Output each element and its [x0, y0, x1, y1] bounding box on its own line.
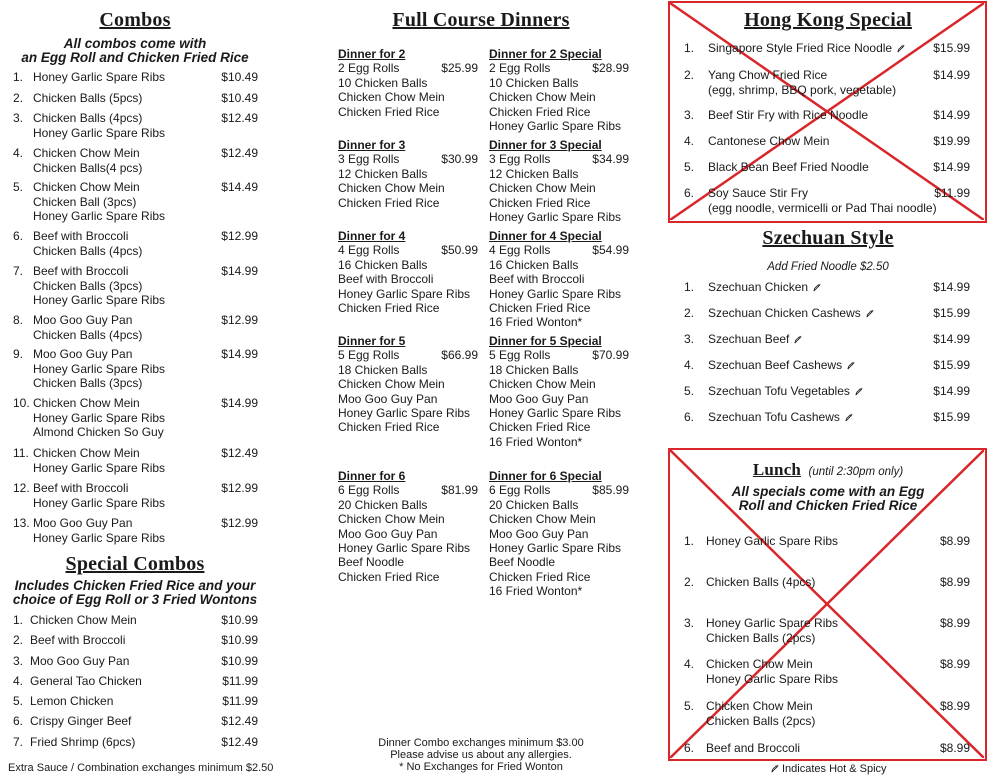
item-name	[33, 481, 165, 510]
dinner-header: Dinner for 5	[338, 334, 406, 348]
item-price: $15.99	[933, 306, 970, 320]
item-line: Chicken Chow Mein	[30, 613, 137, 627]
dinner-line: Honey Garlic Spare Ribs	[489, 210, 622, 225]
dinner-line: Honey Garlic Spare Ribs	[489, 406, 622, 421]
item-name	[33, 229, 142, 258]
item-number: 9.	[13, 347, 24, 361]
pepper-icon	[846, 361, 855, 370]
pepper-icon	[854, 387, 863, 396]
item-price: $14.99	[221, 396, 258, 410]
dinner-line: 2 Egg Rolls $25.99	[338, 61, 478, 76]
dinner-header: Dinner for 4	[338, 229, 406, 243]
dinner-line: 6 Egg Rolls $81.99	[338, 483, 478, 498]
dinner-line: 18 Chicken Balls	[338, 362, 428, 377]
item-line: Honey Garlic Spare Ribs	[33, 460, 166, 475]
item-line: Szechuan Tofu Cashews	[708, 410, 853, 425]
dinner-line: 16 Fried Wonton*	[489, 315, 583, 330]
dinner-price: $25.99	[441, 61, 478, 76]
item-line: Lemon Chicken	[30, 694, 114, 708]
item-number: 4.	[684, 134, 695, 148]
full-course-title: Full Course Dinners	[392, 9, 570, 31]
item-name	[706, 699, 815, 728]
item-line: Cantonese Chow Mein	[708, 134, 830, 148]
dinner-line: Chicken Chow Mein	[338, 90, 445, 105]
dinner-line: Chicken Fried Rice	[338, 195, 440, 210]
item-price: $12.49	[221, 735, 258, 749]
item-number: 13.	[13, 516, 30, 530]
pepper-icon	[793, 335, 802, 344]
dinner-price: $81.99	[441, 483, 478, 498]
spicy-legend	[770, 763, 887, 776]
item-number: 3.	[13, 111, 24, 125]
item-price: $12.99	[221, 481, 258, 495]
item-price: $12.99	[221, 516, 258, 530]
item-name	[708, 332, 802, 347]
dinner-price: $70.99	[592, 348, 629, 363]
item-line: Szechuan Beef	[708, 332, 802, 347]
item-price: $8.99	[939, 616, 970, 630]
item-number: 6.	[684, 410, 695, 424]
item-name	[708, 280, 821, 295]
dinner-line: Moo Goo Guy Pan	[489, 526, 589, 541]
dinner-line: Chicken Fried Rice	[489, 420, 591, 435]
item-name	[708, 186, 937, 215]
item-line: Chicken Balls (4pcs)	[33, 111, 143, 125]
item-price: $10.49	[221, 70, 258, 84]
item-number: 4.	[684, 358, 695, 372]
item-line: Chicken Chow Mein	[706, 699, 813, 713]
item-line: Chicken Balls(4 pcs)	[33, 160, 143, 175]
dinner-line: Chicken Fried Rice	[338, 569, 440, 584]
dinner-line: Chicken Fried Rice	[338, 420, 440, 435]
dinner-line: 6 Egg Rolls $85.99	[489, 483, 629, 498]
dinner-line: Honey Garlic Spare Ribs	[489, 119, 622, 134]
dinner-line: Beef Noodle	[489, 555, 556, 570]
item-line: Szechuan Tofu Vegetables	[708, 384, 863, 399]
item-line: Chicken Balls (2pcs)	[706, 713, 816, 728]
pepper-icon	[812, 283, 821, 292]
item-line: Moo Goo Guy Pan	[30, 654, 130, 668]
dinner-line: Honey Garlic Spare Ribs	[338, 286, 471, 301]
dinner-line: 10 Chicken Balls	[489, 75, 579, 90]
item-number: 4.	[684, 657, 695, 671]
item-price: $19.99	[933, 134, 970, 148]
item-line: Fried Shrimp (6pcs)	[30, 735, 136, 749]
item-price: $8.99	[939, 741, 970, 755]
item-line: Chicken Balls (4pcs)	[33, 327, 143, 342]
item-number: 5.	[13, 694, 24, 708]
item-line: Szechuan Chicken	[708, 280, 821, 295]
item-number: 12.	[13, 481, 30, 495]
item-price: $11.99	[222, 694, 258, 708]
item-name	[33, 180, 165, 224]
dinner-line: 18 Chicken Balls	[489, 362, 579, 377]
spicy-legend-label: Indicates Hot & Spicy	[782, 763, 887, 775]
dinner-price: $28.99	[592, 61, 629, 76]
lunch-heading	[668, 460, 988, 480]
dinner-package	[489, 229, 629, 330]
dinner-header: Dinner for 6 Special	[489, 469, 602, 483]
dinner-line: 16 Fried Wonton*	[489, 584, 583, 599]
item-price: $14.99	[933, 160, 970, 174]
lunch-subtitle-1: All specials come with an Egg	[731, 484, 925, 499]
dinner-line: Chicken Chow Mein	[338, 181, 445, 196]
dinner-price: $34.99	[592, 152, 629, 167]
item-price: $15.99	[933, 358, 970, 372]
item-name	[33, 446, 165, 475]
dinner-line: Honey Garlic Spare Ribs	[489, 286, 622, 301]
dinner-package	[338, 138, 478, 210]
item-line: Chicken Chow Mein	[33, 446, 140, 460]
dinner-price: $66.99	[441, 348, 478, 363]
item-line: Chicken Ball (3pcs)	[33, 194, 137, 209]
dinner-header: Dinner for 3 Special	[489, 138, 602, 152]
dinner-header: Dinner for 6	[338, 469, 406, 483]
dinner-line: Honey Garlic Spare Ribs	[338, 406, 471, 421]
item-name	[708, 134, 829, 149]
item-line: Beef with Broccoli	[33, 264, 129, 278]
item-price: $11.99	[934, 186, 970, 200]
item-line: Chicken Chow Mein	[33, 396, 140, 410]
item-price: $12.49	[221, 714, 258, 728]
dinner-line: Chicken Fried Rice	[489, 104, 591, 119]
dinner-line: 5 Egg Rolls $66.99	[338, 348, 478, 363]
item-line: Chicken Chow Mein	[33, 180, 140, 194]
special-combos-footer: Extra Sauce / Combination exchanges minimum $2.50	[8, 762, 274, 774]
dinner-header: Dinner for 2 Special	[489, 47, 602, 61]
item-number: 5.	[13, 180, 24, 194]
szechuan-title: Szechuan Style	[762, 227, 894, 249]
item-name	[708, 160, 869, 175]
item-price: $14.49	[221, 180, 258, 194]
szechuan-subtitle: Add Fried Noodle $2.50	[767, 261, 889, 273]
pepper-icon	[896, 44, 905, 53]
dinner-header: Dinner for 4 Special	[489, 229, 602, 243]
item-number: 2.	[684, 68, 695, 82]
item-line: Chicken Balls (4pcs)	[706, 575, 816, 589]
item-line: Moo Goo Guy Pan	[33, 313, 133, 327]
dinner-line: 5 Egg Rolls $70.99	[489, 348, 629, 363]
item-line: Chicken Balls (5pcs)	[33, 91, 143, 105]
item-line: Beef and Broccoli	[706, 741, 801, 755]
item-price: $8.99	[939, 575, 970, 589]
dinner-line: 20 Chicken Balls	[338, 497, 428, 512]
dinner-line: Chicken Chow Mein	[489, 377, 596, 392]
item-price: $14.99	[933, 108, 970, 122]
combos-subtitle-1: All combos come with	[63, 36, 207, 51]
dinner-price: $85.99	[592, 483, 629, 498]
item-line: Black Bean Beef Fried Noodle	[708, 160, 869, 174]
item-price: $8.99	[939, 534, 970, 548]
item-number: 3.	[684, 108, 695, 122]
dinner-price: $30.99	[441, 152, 478, 167]
item-price: $12.49	[221, 111, 258, 125]
item-line: Honey Garlic Spare Ribs	[706, 671, 839, 686]
item-price: $14.99	[933, 280, 970, 294]
special-combos-subtitle-2: choice of Egg Roll or 3 Fried Wontons	[12, 592, 258, 607]
item-name	[708, 306, 874, 321]
item-number: 6.	[684, 741, 695, 755]
item-name	[30, 613, 137, 628]
item-line: Beef Stir Fry with Rice Noodle	[708, 108, 869, 122]
lunch-subtitle-2: Roll and Chicken Fried Rice	[738, 498, 918, 513]
item-number: 7.	[13, 735, 24, 749]
item-number: 1.	[684, 280, 695, 294]
dinner-line: 12 Chicken Balls	[338, 166, 428, 181]
item-number: 7.	[13, 264, 24, 278]
dinner-line: 20 Chicken Balls	[489, 497, 579, 512]
item-line: Szechuan Chicken Cashews	[708, 306, 874, 321]
item-number: 2.	[13, 633, 24, 647]
item-line: (egg, shrimp, BBQ pork, vegetable)	[708, 82, 897, 97]
pepper-icon	[865, 309, 874, 318]
item-name	[33, 516, 165, 545]
item-price: $8.99	[939, 699, 970, 713]
dinner-line: Honey Garlic Spare Ribs	[489, 541, 622, 556]
dinner-package	[338, 229, 478, 315]
dinner-line: Chicken Chow Mein	[489, 181, 596, 196]
item-price: $12.99	[221, 229, 258, 243]
item-price: $12.49	[221, 146, 258, 160]
hong-kong-title: Hong Kong Special	[744, 9, 912, 31]
item-line: Chicken Balls (3pcs)	[33, 278, 143, 293]
full-course-footer-1: Dinner Combo exchanges minimum $3.00	[378, 737, 584, 749]
item-number: 10.	[13, 396, 30, 410]
item-line: Beef with Broccoli	[33, 481, 129, 495]
dinner-line: Moo Goo Guy Pan	[338, 391, 438, 406]
item-price: $8.99	[939, 657, 970, 671]
item-line: Soy Sauce Stir Fry	[708, 186, 809, 200]
item-line: Singapore Style Fried Rice Noodle	[708, 41, 905, 56]
dinner-line: Beef with Broccoli	[489, 272, 585, 287]
lunch-hours: (until 2:30pm only)	[808, 466, 904, 478]
item-number: 11.	[13, 446, 29, 460]
dinner-line: Chicken Fried Rice	[489, 569, 591, 584]
dinner-line: 16 Fried Wonton*	[489, 434, 583, 449]
item-line: Honey Garlic Spare Ribs	[33, 209, 166, 223]
item-name	[30, 735, 135, 750]
item-number: 5.	[684, 699, 695, 713]
special-combos-title: Special Combos	[65, 553, 205, 575]
pepper-icon	[770, 764, 779, 773]
item-line: (egg noodle, vermicelli or Pad Thai noodle)	[708, 200, 937, 215]
item-price: $14.99	[933, 68, 970, 82]
item-line: Almond Chicken So Guy	[33, 425, 164, 439]
item-line: Szechuan Beef Cashews	[708, 358, 855, 373]
item-price: $10.99	[221, 613, 258, 627]
combos-title: Combos	[99, 9, 171, 31]
dinner-line: Chicken Chow Mein	[338, 512, 445, 527]
dinner-line: Moo Goo Guy Pan	[338, 526, 438, 541]
dinner-line: Chicken Chow Mein	[338, 377, 445, 392]
item-name	[33, 313, 142, 342]
item-name	[30, 674, 142, 689]
item-line: Honey Garlic Spare Ribs	[33, 495, 166, 510]
item-line: Moo Goo Guy Pan	[33, 516, 133, 530]
item-price: $10.99	[221, 654, 258, 668]
item-name	[33, 111, 165, 140]
item-number: 8.	[13, 313, 24, 327]
item-line: Honey Garlic Spare Ribs	[706, 616, 839, 630]
dinner-line: Chicken Fried Rice	[338, 301, 440, 316]
dinner-package	[489, 334, 629, 449]
item-name	[30, 714, 131, 729]
item-name	[33, 70, 165, 85]
item-price: $10.49	[221, 91, 258, 105]
full-course-footer-3: * No Exchanges for Fried Wonton	[399, 761, 563, 773]
dinner-line: 3 Egg Rolls $30.99	[338, 152, 478, 167]
item-line: Chicken Chow Mein	[706, 657, 813, 671]
item-line: Chicken Chow Mein	[33, 146, 140, 160]
item-line: Crispy Ginger Beef	[30, 714, 132, 728]
item-name	[708, 41, 905, 56]
item-number: 4.	[13, 146, 24, 160]
dinner-line: 2 Egg Rolls $28.99	[489, 61, 629, 76]
item-number: 6.	[684, 186, 695, 200]
dinner-line: 10 Chicken Balls	[338, 75, 428, 90]
dinner-line: 3 Egg Rolls $34.99	[489, 152, 629, 167]
dinner-price: $54.99	[592, 243, 629, 258]
item-line: Beef with Broccoli	[30, 633, 126, 647]
dinner-package	[338, 334, 478, 435]
item-line: Beef with Broccoli	[33, 229, 129, 243]
item-line: Honey Garlic Spare Ribs	[33, 125, 166, 140]
item-name	[33, 347, 165, 391]
dinner-line: Beef with Broccoli	[338, 272, 434, 287]
item-line: General Tao Chicken	[30, 674, 142, 688]
dinner-price: $50.99	[441, 243, 478, 258]
dinner-header: Dinner for 2	[338, 47, 406, 61]
item-price: $15.99	[933, 410, 970, 424]
item-line: Honey Garlic Spare Ribs	[706, 534, 839, 548]
item-line: Honey Garlic Spare Ribs	[33, 410, 166, 425]
item-price: $14.99	[933, 384, 970, 398]
dinner-header: Dinner for 3	[338, 138, 406, 152]
item-name	[30, 633, 125, 648]
dinner-line: 4 Egg Rolls $54.99	[489, 243, 629, 258]
lunch-title: Lunch	[752, 460, 802, 479]
dinner-package	[489, 138, 629, 224]
item-number: 6.	[13, 714, 24, 728]
item-line: Chicken Balls (2pcs)	[706, 630, 816, 645]
item-name	[708, 384, 863, 399]
item-name	[33, 91, 142, 106]
item-price: $14.99	[933, 332, 970, 346]
item-name	[33, 264, 165, 308]
item-price: $14.99	[221, 264, 258, 278]
item-number: 2.	[684, 306, 695, 320]
item-number: 1.	[684, 534, 695, 548]
item-name	[708, 68, 896, 97]
dinner-line: 4 Egg Rolls $50.99	[338, 243, 478, 258]
dinner-line: 16 Chicken Balls	[489, 257, 579, 272]
dinner-line: 12 Chicken Balls	[489, 166, 579, 181]
item-line: Honey Garlic Spare Ribs	[33, 70, 166, 84]
item-price: $10.99	[221, 633, 258, 647]
item-price: $15.99	[933, 41, 970, 55]
item-number: 3.	[684, 616, 695, 630]
item-name	[706, 741, 800, 756]
item-number: 4.	[13, 674, 24, 688]
dinner-line: Moo Goo Guy Pan	[489, 391, 589, 406]
item-name	[708, 358, 855, 373]
dinner-package	[489, 469, 629, 599]
item-name	[706, 575, 815, 590]
dinner-line: 16 Chicken Balls	[338, 257, 428, 272]
dinner-line: Honey Garlic Spare Ribs	[338, 541, 471, 556]
item-line: Honey Garlic Spare Ribs	[33, 293, 166, 307]
item-line: Chicken Balls (3pcs)	[33, 376, 143, 390]
combos-subtitle-2: an Egg Roll and Chicken Fried Rice	[21, 50, 249, 65]
item-number: 5.	[684, 160, 695, 174]
dinner-package	[338, 47, 478, 119]
item-number: 6.	[13, 229, 24, 243]
item-line: Chicken Balls (4pcs)	[33, 243, 143, 258]
item-line: Yang Chow Fried Rice	[708, 68, 828, 82]
item-number: 2.	[684, 575, 695, 589]
dinner-package	[338, 469, 478, 584]
item-price: $12.49	[221, 446, 258, 460]
item-price: $11.99	[222, 674, 258, 688]
item-name	[33, 396, 165, 440]
item-number: 2.	[13, 91, 24, 105]
item-name	[706, 616, 838, 645]
dinner-header: Dinner for 5 Special	[489, 334, 602, 348]
item-line: Moo Goo Guy Pan	[33, 347, 133, 361]
item-name	[706, 534, 838, 549]
item-name	[33, 146, 142, 175]
item-name	[30, 694, 113, 709]
item-number: 1.	[13, 613, 24, 627]
item-number: 1.	[684, 41, 695, 55]
item-number: 3.	[13, 654, 24, 668]
item-number: 3.	[684, 332, 695, 346]
dinner-line: Chicken Chow Mein	[489, 512, 596, 527]
item-name	[708, 108, 868, 123]
item-line: Honey Garlic Spare Ribs	[33, 530, 166, 545]
full-course-footer-2: Please advise us about any allergies.	[390, 749, 572, 761]
item-number: 5.	[684, 384, 695, 398]
item-price: $14.99	[221, 347, 258, 361]
item-price: $12.99	[221, 313, 258, 327]
dinner-line: Chicken Fried Rice	[489, 301, 591, 316]
item-name	[30, 654, 129, 669]
item-line: Honey Garlic Spare Ribs	[33, 361, 166, 376]
dinner-line: Chicken Fried Rice	[489, 195, 591, 210]
dinner-line: Chicken Chow Mein	[489, 90, 596, 105]
item-number: 1.	[13, 70, 24, 84]
special-combos-subtitle-1: Includes Chicken Fried Rice and your	[14, 578, 256, 593]
dinner-package	[489, 47, 629, 133]
dinner-line: Beef Noodle	[338, 555, 405, 570]
dinner-line: Chicken Fried Rice	[338, 104, 440, 119]
item-name	[708, 410, 853, 425]
pepper-icon	[844, 413, 853, 422]
item-name	[706, 657, 838, 686]
